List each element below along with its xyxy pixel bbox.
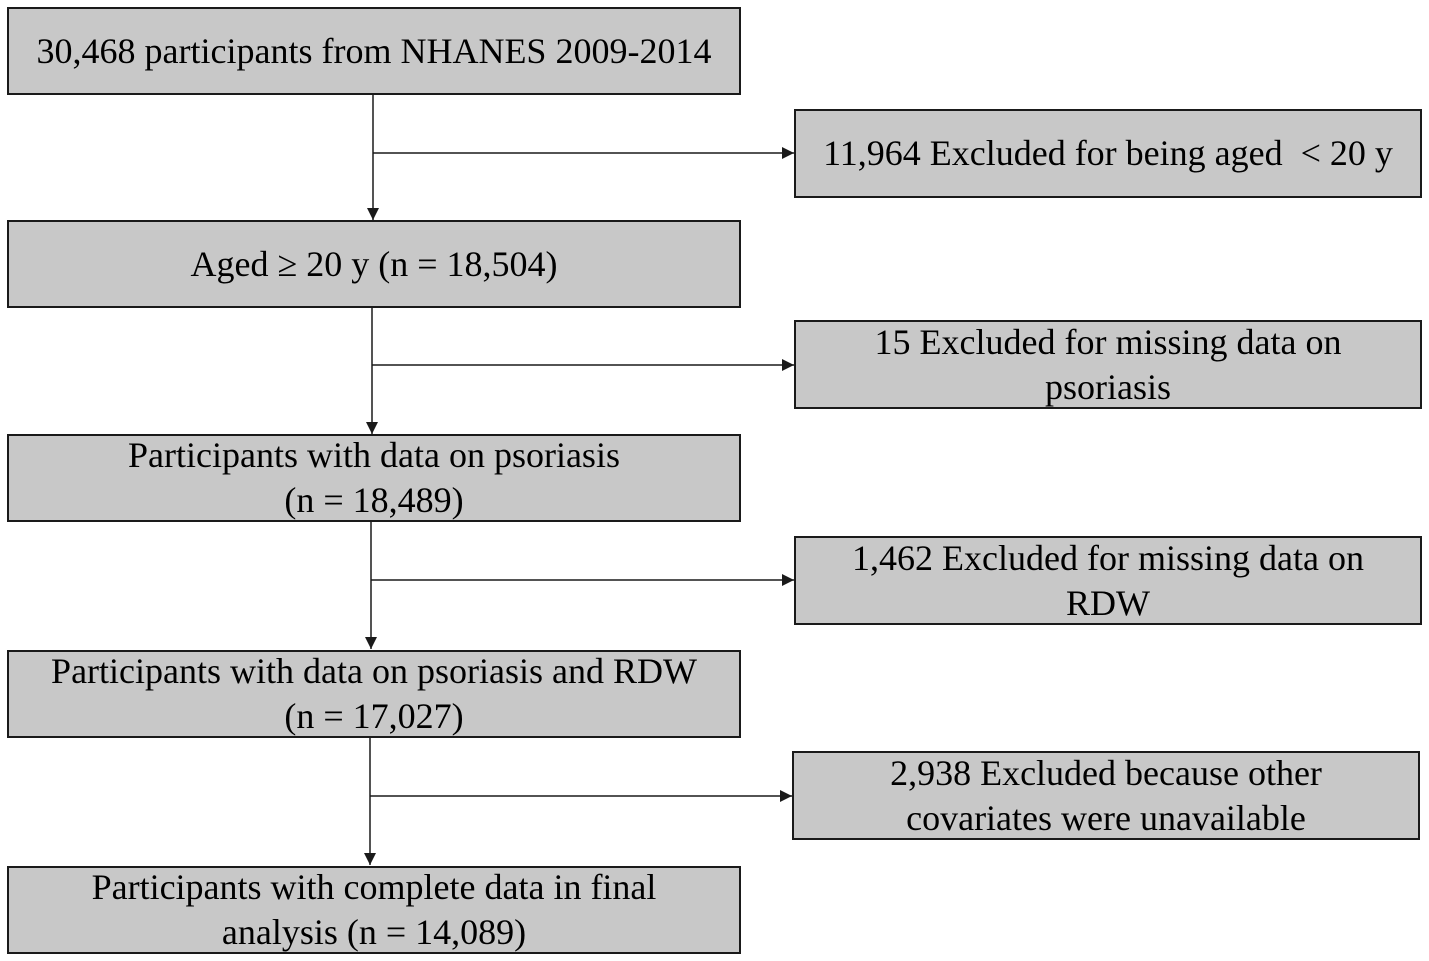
step-box-aged-20-plus [7, 220, 741, 308]
exclusion-box-age [794, 109, 1422, 198]
step-box-final-analysis [7, 866, 741, 954]
step-box-psoriasis-data [7, 434, 741, 522]
step-box-count: (n = 17,027) [284, 696, 464, 736]
step-box-count: (n = 18,489) [284, 480, 464, 520]
exclusion-box-psoriasis [794, 320, 1422, 409]
exclusion-box-text: 11,964 Excluded for being aged < 20 y [823, 133, 1393, 173]
exclusion-box-text: 15 Excluded for missing data on [874, 321, 1342, 362]
exclusion-box-covariates [792, 751, 1420, 840]
exclusion-box-text-line-2: covariates were unavailable [906, 797, 1306, 838]
exclusion-box-text-line-2: RDW [1066, 582, 1150, 623]
step-box-text: Participants with data on psoriasis [128, 435, 620, 475]
step-box-text: Participants with data on psoriasis and RDW [51, 651, 697, 691]
exclusion-box-rdw [794, 536, 1422, 625]
step-box-count: analysis (n = 14,089) [221, 912, 527, 952]
step-box-initial [7, 7, 741, 95]
step-box-text: Aged ≥ 20 y (n = 18,504) [190, 243, 558, 284]
exclusion-box-text: 1,462 Excluded for missing data on [852, 537, 1364, 578]
exclusion-box-text-line-2: psoriasis [1045, 366, 1171, 407]
step-box-text: Participants with complete data in final [91, 867, 657, 907]
step-box-psoriasis-rdw-data [7, 650, 741, 738]
exclusion-box-text: 2,938 Excluded because other [890, 752, 1322, 793]
step-box-text: 30,468 participants from NHANES 2009-2014 [36, 30, 712, 71]
